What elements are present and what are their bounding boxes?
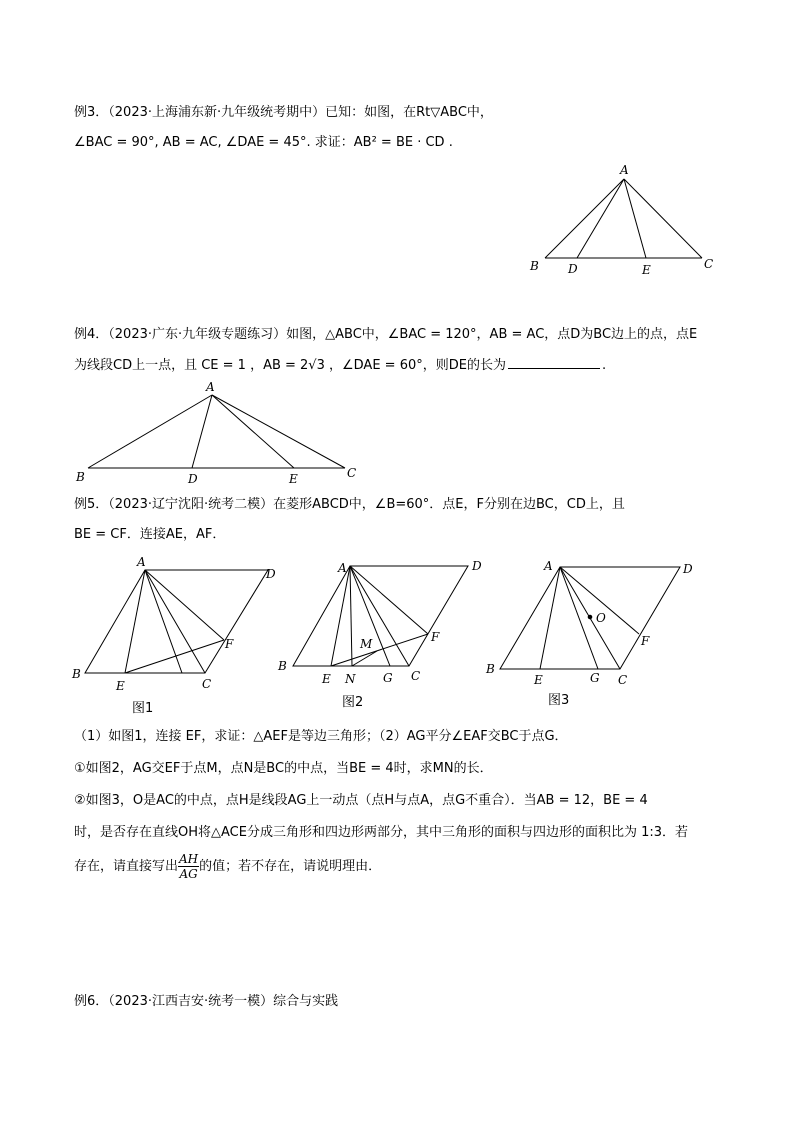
fig2-label-a: A (338, 561, 347, 575)
fig3-label-f: F (641, 634, 650, 648)
ex3-line1: 例3．（2023·上海浦东新·九年级统考期中）已知：如图，在Rt▽ABC中， (74, 105, 493, 120)
ex5-q4: 时，是否存在直线OH将△ACE分成三角形和四边形两部分，其中三角形的面积与四边形的面积比为 1:3．若 (74, 825, 689, 840)
fig1-segment-af (145, 570, 224, 640)
fig1-label-d: D (266, 567, 276, 581)
fig1-segment-ef (125, 640, 224, 673)
fig2-label-m: M (360, 637, 373, 651)
fig1-label-a: A (137, 555, 146, 569)
ex4-label-c: C (347, 466, 357, 480)
fraction-denominator: AG (179, 867, 198, 881)
ex3-label-d: D (568, 262, 578, 276)
fig2-label-c: C (411, 669, 421, 683)
fig3-segment-ae (540, 567, 560, 669)
ex4-line1: 例4．（2023·广东·九年级专题练习）如图，△ABC中，∠BAC = 120°，AB = AC，点D为BC边上的点，点E (74, 327, 698, 342)
fig1-label-f: F (225, 637, 234, 651)
ex6-line1: 例6．（2023·江西吉安·统考一模）综合与实践 (74, 994, 339, 1009)
fraction-numerator: AH (179, 852, 199, 866)
fig3-label-d: D (683, 562, 693, 576)
fig2-label-b: B (278, 659, 287, 673)
ex4-segment-ac (212, 395, 345, 468)
fig1-segment-ag (145, 570, 182, 673)
ex4-label-d: D (188, 472, 198, 486)
fig2-segment-ae (331, 566, 350, 666)
fig2-segment-an (350, 566, 352, 666)
fig2-label-n: N (345, 672, 356, 686)
ex3-label-b: B (530, 259, 539, 273)
fig2-label-f: F (431, 630, 440, 644)
fig2-segment-ag (350, 566, 390, 666)
fig1-segment-ac (145, 570, 205, 673)
fig2-segment-af (350, 566, 428, 634)
ex5-q1: （1）如图1，连接 EF，求证：△AEF是等边三角形；（2）AG平分∠EAF交BC于点G． (74, 729, 568, 744)
ex3-label-a: A (620, 163, 629, 177)
fig2-label-g: G (383, 671, 393, 685)
ex4-label-b: B (76, 470, 85, 484)
ex3-line2: ∠BAC = 90°, AB = AC, ∠DAE = 45°. 求证：AB² = BE · CD . (74, 135, 453, 150)
fig3-label-a: A (544, 559, 553, 573)
ex5-q5-text-a: 存在，请直接写出 (74, 859, 179, 874)
fig1-label-e: E (116, 679, 125, 693)
fig2-segment-ac (350, 566, 409, 666)
ex5-figure1 (71, 555, 276, 716)
fig1-caption: 图1 (132, 701, 154, 716)
ex4-label-a: A (206, 380, 215, 394)
fig2-rhombus-abcd (293, 566, 468, 666)
ex3-segment-ac (624, 179, 702, 258)
ex3-label-c: C (704, 257, 714, 271)
ex5-q5-text-b: 的值；若不存在，请说明理由． (199, 859, 382, 874)
ex5-q2: ①如图2，AG交EF于点M，点N是BC的中点，当BE = 4时，求MN的长． (74, 761, 493, 776)
fig1-label-c: C (202, 677, 212, 691)
fig2-segment-mn (352, 651, 377, 666)
fig3-label-o: O (596, 611, 606, 625)
fig3-label-c: C (618, 673, 628, 687)
fig3-segment-ag (560, 567, 598, 669)
fig3-label-g: G (590, 671, 600, 685)
ex3-label-e: E (642, 263, 651, 277)
ex4-segment-ab (88, 395, 212, 468)
ex3-figure (529, 163, 713, 277)
ex5-line2: BE = CF．连接AE，AF． (74, 527, 226, 542)
fig3-caption: 图3 (548, 693, 570, 708)
fig2-label-e: E (322, 672, 331, 686)
ex5-line1: 例5．（2023·辽宁沈阳·统考二模）在菱形ABCD中，∠B=60°．点E，F分别在边BC，CD上，且 (74, 497, 625, 512)
ex4-segment-ad (192, 395, 212, 468)
ex4-line2-end: . (601, 358, 607, 373)
fig1-segment-ae (125, 570, 145, 673)
fig2-caption: 图2 (342, 695, 364, 710)
fig3-point-o (588, 615, 592, 619)
fig3-label-b: B (486, 662, 495, 676)
ex5-q3: ②如图3，O是AC的中点，点H是线段AG上一动点（点H与点A，点G不重合）．当AB = 12，BE = 4 (74, 793, 648, 808)
fig1-label-b: B (72, 667, 81, 681)
ex5-figure3 (485, 559, 693, 708)
fig2-label-d: D (472, 559, 482, 573)
ex4-figure (75, 380, 356, 486)
ex4-label-e: E (289, 472, 298, 486)
fig3-label-e: E (534, 673, 543, 687)
ex5-figure2 (277, 559, 482, 710)
ex4-segment-ae (212, 395, 294, 468)
ex4-line2-text: 为线段CD上一点，且 CE = 1 ，AB = 2√3 ，∠DAE = 60°，则DE的长为 (74, 358, 506, 373)
